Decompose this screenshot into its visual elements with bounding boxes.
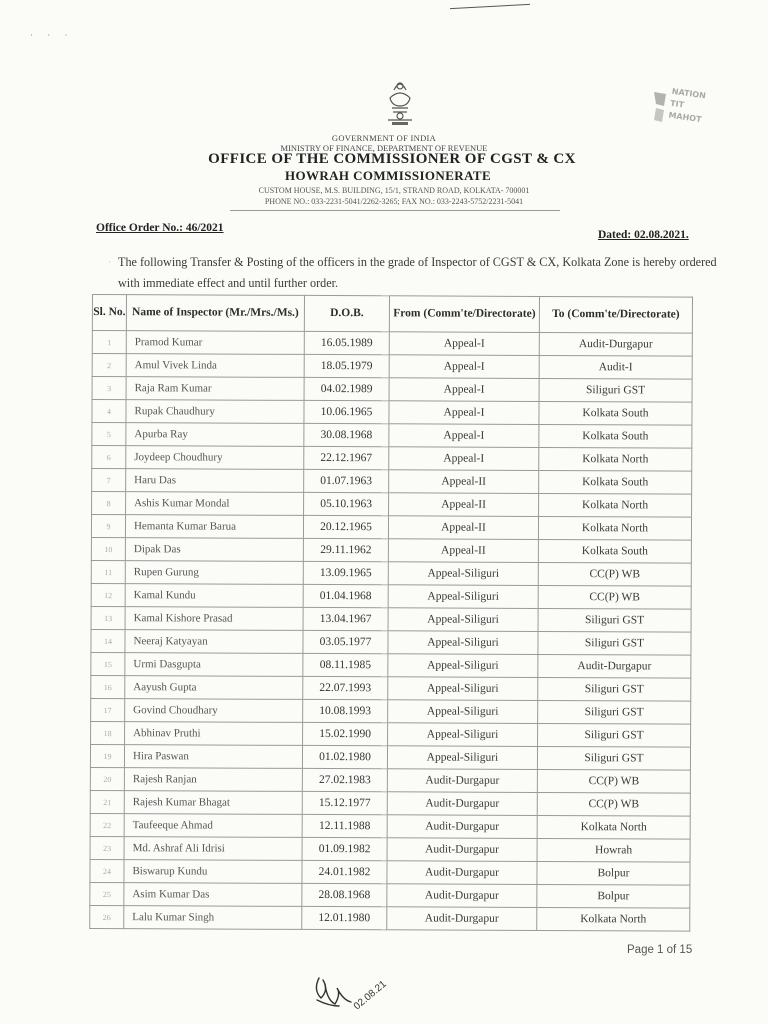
cell-to: Kolkata North xyxy=(537,907,690,931)
cell-to: Siliguri GST xyxy=(538,723,691,747)
cell-to: Audit-I xyxy=(539,355,692,379)
cell-from: Audit-Durgapur xyxy=(387,838,537,862)
cell-to: Kolkata North xyxy=(539,447,692,471)
cell-dob: 22.12.1967 xyxy=(304,446,389,469)
cell-from: Appeal-Siliguri xyxy=(388,562,538,586)
cell-to: Bolpur xyxy=(537,884,690,908)
cell-dob: 04.02.1989 xyxy=(304,377,389,400)
cell-dob: 30.08.1968 xyxy=(304,423,389,446)
cell-name: Asim Kumar Das xyxy=(124,883,302,907)
table-row xyxy=(92,400,692,426)
cell-sl-no: 11 xyxy=(91,560,125,583)
cell-from: Appeal-Siliguri xyxy=(388,585,538,609)
cell-name: Aayush Gupta xyxy=(125,676,303,700)
cell-name: Hira Paswan xyxy=(124,745,302,769)
cell-name: Md. Ashraf Ali Idrisi xyxy=(124,837,302,861)
header-sl-no: Sl. No. xyxy=(92,295,126,331)
table-row xyxy=(91,560,691,586)
header-commissionerate: HOWRAH COMMISSIONERATE xyxy=(284,168,492,183)
cell-sl-no: 1 xyxy=(92,331,126,354)
cell-to: Audit-Durgapur xyxy=(538,654,691,678)
cell-sl-no: 20 xyxy=(90,767,124,790)
header-office-title: OFFICE OF THE COMMISSIONER OF CGST & CX xyxy=(208,151,576,167)
cell-dob: 01.02.1980 xyxy=(302,745,387,768)
page-number: Page 1 of 15 xyxy=(627,944,693,956)
transfer-table xyxy=(89,294,693,932)
cell-dob: 15.12.1977 xyxy=(302,791,387,814)
cell-dob: 08.11.1985 xyxy=(303,653,388,676)
cell-dob: 01.04.1968 xyxy=(303,584,388,607)
cell-sl-no: 4 xyxy=(92,400,126,423)
cell-from: Appeal-I xyxy=(389,447,539,471)
cell-to: Siliguri GST xyxy=(537,746,690,770)
cell-to: Kolkata North xyxy=(537,815,690,839)
cell-name: Kamal Kishore Prasad xyxy=(125,607,303,631)
cell-name: Apurba Ray xyxy=(126,423,304,447)
cell-to: Bolpur xyxy=(537,861,690,885)
cell-dob: 12.11.1988 xyxy=(302,814,387,837)
cell-to: Howrah xyxy=(537,838,690,862)
cell-sl-no: 3 xyxy=(92,377,126,400)
stray-mark: · · · xyxy=(30,30,74,40)
cell-sl-no: 24 xyxy=(90,859,124,882)
azadi-logo-stamp xyxy=(650,88,710,128)
cell-name: Govind Choudhary xyxy=(125,699,303,723)
office-order-number: Office Order No.: 46/2021 xyxy=(96,222,224,234)
table-row xyxy=(92,469,692,495)
cell-name: Kamal Kundu xyxy=(125,584,303,608)
header-address: CUSTOM HOUSE, M.S. BUILDING, 15/1, STRAND ROAD, KOLKATA- 700001 xyxy=(258,186,530,195)
cell-dob: 10.08.1993 xyxy=(303,699,388,722)
cell-to: Kolkata South xyxy=(539,424,692,448)
stray-mark xyxy=(450,4,530,9)
cell-from: Audit-Durgapur xyxy=(387,815,537,839)
cell-sl-no: 12 xyxy=(91,583,125,606)
cell-sl-no: 9 xyxy=(91,515,125,538)
cell-from: Appeal-I xyxy=(389,332,539,356)
cell-dob: 22.07.1993 xyxy=(303,676,388,699)
cell-sl-no: 10 xyxy=(91,537,125,560)
cell-name: Rupak Chaudhury xyxy=(126,400,304,424)
header-dob: D.O.B. xyxy=(304,295,389,331)
table-row xyxy=(90,836,690,862)
cell-from: Appeal-Siliguri xyxy=(388,723,538,747)
header-from: From (Comm'te/Directorate) xyxy=(389,296,539,333)
cell-sl-no: 25 xyxy=(90,882,124,905)
header-name: Name of Inspector (Mr./Mrs./Ms.) xyxy=(126,295,304,332)
office-order-date: Dated: 02.08.2021. xyxy=(598,229,689,241)
table-row xyxy=(90,767,690,793)
cell-sl-no: 5 xyxy=(92,423,126,446)
cell-dob: 01.09.1982 xyxy=(302,837,387,860)
cell-sl-no: 16 xyxy=(91,675,125,698)
cell-dob: 13.04.1967 xyxy=(303,607,388,630)
cell-sl-no: 6 xyxy=(92,446,126,469)
cell-to: Siliguri GST xyxy=(538,608,691,632)
cell-dob: 20.12.1965 xyxy=(303,515,388,538)
stamp-line: TIT xyxy=(669,98,685,110)
cell-from: Appeal-I xyxy=(389,424,539,448)
cell-dob: 10.06.1965 xyxy=(304,400,389,423)
table-row xyxy=(91,721,691,747)
cell-to: Audit-Durgapur xyxy=(539,332,692,356)
cell-from: Appeal-Siliguri xyxy=(388,631,538,655)
cell-dob: 05.10.1963 xyxy=(304,492,389,515)
cell-dob: 01.07.1963 xyxy=(304,469,389,492)
cell-dob: 27.02.1983 xyxy=(302,768,387,791)
intro-text: The following Transfer & Posting of the officers in the grade of Inspector of CGST & CX, Kolkata Zone is hereby ordered with immediate effect and until further order. xyxy=(118,255,717,290)
table-row xyxy=(91,675,691,701)
cell-dob: 12.01.1980 xyxy=(302,906,387,929)
table-row xyxy=(90,813,690,839)
table-row xyxy=(91,515,691,541)
cell-sl-no: 15 xyxy=(91,652,125,675)
cell-name: Raja Ram Kumar xyxy=(126,377,304,401)
cell-to: Kolkata North xyxy=(538,516,691,540)
cell-sl-no: 17 xyxy=(91,698,125,721)
table-row xyxy=(92,423,692,449)
table-row xyxy=(92,377,692,403)
svg-text:02.08.21: 02.08.21 xyxy=(351,978,389,1013)
cell-dob: 29.11.1962 xyxy=(303,538,388,561)
table-row xyxy=(90,905,690,931)
cell-dob: 24.01.1982 xyxy=(302,860,387,883)
cell-from: Appeal-Siliguri xyxy=(387,746,537,770)
stamp-graphic-icon xyxy=(650,88,670,128)
cell-name: Taufeeque Ahmad xyxy=(124,814,302,838)
cell-sl-no: 8 xyxy=(92,492,126,515)
cell-from: Appeal-II xyxy=(388,539,538,563)
cell-dob: 13.09.1965 xyxy=(303,561,388,584)
stamp-text xyxy=(668,86,707,126)
stamp-line: MAHOT xyxy=(667,110,702,125)
cell-name: Haru Das xyxy=(126,469,304,493)
cell-name: Abhinav Pruthi xyxy=(125,722,303,746)
cell-sl-no: 22 xyxy=(90,813,124,836)
cell-to: CC(P) WB xyxy=(537,792,690,816)
table-row xyxy=(92,331,692,357)
cell-name: Lalu Kumar Singh xyxy=(124,906,302,930)
table-row xyxy=(91,537,691,563)
cell-sl-no: 13 xyxy=(91,606,125,629)
header-government: GOVERNMENT OF INDIA xyxy=(331,133,437,143)
cell-to: Kolkata South xyxy=(538,539,691,563)
table-row xyxy=(91,698,691,724)
cell-to: CC(P) WB xyxy=(538,562,691,586)
cell-name: Dipak Das xyxy=(125,538,303,562)
table-row xyxy=(91,606,691,632)
header-to: To (Comm'te/Directorate) xyxy=(539,296,692,333)
cell-to: CC(P) WB xyxy=(537,769,690,793)
cell-from: Appeal-II xyxy=(389,493,539,517)
cell-from: Audit-Durgapur xyxy=(387,861,537,885)
cell-from: Appeal-II xyxy=(388,516,538,540)
cell-from: Appeal-I xyxy=(389,378,539,402)
cell-to: Siliguri GST xyxy=(538,677,691,701)
header-ministry: MINISTRY OF FINANCE, DEPARTMENT OF REVENUE xyxy=(280,143,488,153)
cell-name: Amul Vivek Linda xyxy=(126,354,304,378)
national-emblem-icon xyxy=(380,72,420,130)
handwritten-signature xyxy=(305,960,405,1020)
cell-sl-no: 14 xyxy=(91,629,125,652)
table-row xyxy=(92,446,692,472)
cell-from: Audit-Durgapur xyxy=(387,769,537,793)
cell-name: Biswarup Kundu xyxy=(124,860,302,884)
cell-from: Appeal-Siliguri xyxy=(388,608,538,632)
cell-name: Neeraj Katyayan xyxy=(125,630,303,654)
header-divider xyxy=(230,210,560,211)
cell-name: Rajesh Kumar Bhagat xyxy=(124,791,302,815)
table-row xyxy=(90,790,690,816)
table-row xyxy=(91,629,691,655)
cell-to: Kolkata South xyxy=(539,401,692,425)
cell-name: Pramod Kumar xyxy=(126,331,304,355)
cell-sl-no: 21 xyxy=(90,790,124,813)
cell-from: Appeal-II xyxy=(389,470,539,494)
cell-sl-no: 2 xyxy=(92,354,126,377)
stamp-line: NATION xyxy=(671,86,707,101)
cell-sl-no: 19 xyxy=(90,744,124,767)
header-phone-fax: PHONE NO.: 033-2231-5041/2262-3265; FAX NO.: 033-2243-5752/2231-5041 xyxy=(264,197,524,206)
cell-name: Ashis Kumar Mondal xyxy=(126,492,304,516)
table-row xyxy=(92,354,692,380)
table-header-row xyxy=(92,295,692,334)
cell-to: Kolkata South xyxy=(539,470,692,494)
intro-paragraph xyxy=(108,252,718,294)
cell-name: Rupen Gurung xyxy=(125,561,303,585)
cell-to: Siliguri GST xyxy=(538,631,691,655)
cell-sl-no: 7 xyxy=(92,469,126,492)
cell-from: Audit-Durgapur xyxy=(387,884,537,908)
cell-name: Joydeep Choudhury xyxy=(126,446,304,470)
cell-sl-no: 23 xyxy=(90,836,124,859)
table-row xyxy=(90,882,690,908)
cell-to: CC(P) WB xyxy=(538,585,691,609)
cell-name: Urmi Dasgupta xyxy=(125,653,303,677)
cell-from: Appeal-Siliguri xyxy=(388,700,538,724)
table-row xyxy=(92,492,692,518)
cell-name: Rajesh Ranjan xyxy=(124,768,302,792)
cell-from: Audit-Durgapur xyxy=(387,792,537,816)
table-row xyxy=(90,744,690,770)
cell-from: Appeal-I xyxy=(389,401,539,425)
table-body xyxy=(90,331,693,932)
cell-dob: 15.02.1990 xyxy=(303,722,388,745)
cell-name: Hemanta Kumar Barua xyxy=(125,515,303,539)
cell-to: Kolkata North xyxy=(539,493,692,517)
paragraph-mark: · xyxy=(108,258,111,267)
cell-dob: 03.05.1977 xyxy=(303,630,388,653)
cell-to: Siliguri GST xyxy=(539,378,692,402)
cell-from: Appeal-Siliguri xyxy=(388,654,538,678)
cell-sl-no: 18 xyxy=(91,721,125,744)
cell-dob: 28.08.1968 xyxy=(302,883,387,906)
table-row xyxy=(91,583,691,609)
table-row xyxy=(90,859,690,885)
cell-from: Appeal-I xyxy=(389,355,539,379)
cell-from: Audit-Durgapur xyxy=(387,907,537,931)
cell-dob: 18.05.1979 xyxy=(304,354,389,377)
cell-dob: 16.05.1989 xyxy=(304,331,389,354)
cell-to: Siliguri GST xyxy=(538,700,691,724)
cell-from: Appeal-Siliguri xyxy=(388,677,538,701)
table-row xyxy=(91,652,691,678)
cell-sl-no: 26 xyxy=(90,905,124,928)
